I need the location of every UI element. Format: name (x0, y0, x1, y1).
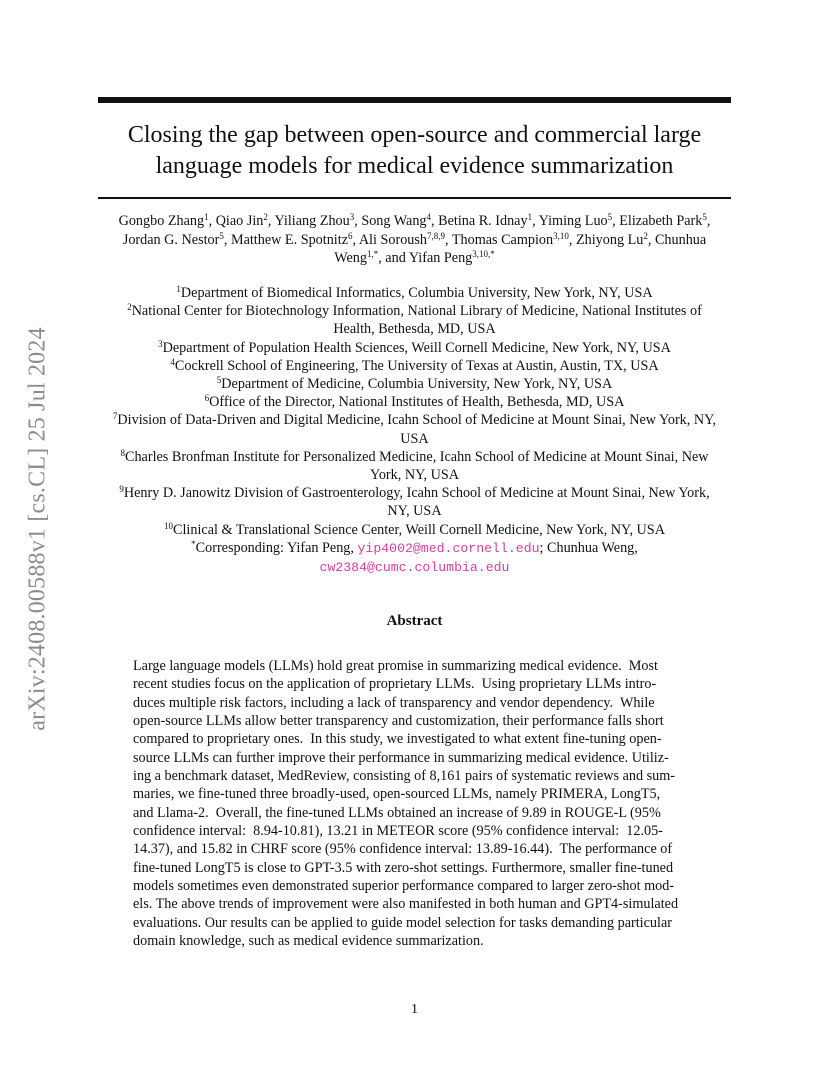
author-name: Qiao Jin (215, 213, 264, 229)
author-affil-marker: 7,8,9 (427, 230, 445, 241)
affiliation-7-cont: USA (400, 430, 429, 447)
abstract-line: evaluations. Our results can be applied to guide model selection for tasks demanding particular (133, 914, 672, 931)
affiliation-text: Charles Bronfman Institute for Personalized Medicine, Icahn School of Medicine at Mount Sinai, New (124, 448, 709, 465)
affil-marker: 5 (216, 375, 222, 386)
abstract-line: open-source LLMs allow better transparency and customization, their performance falls short (133, 713, 664, 730)
author-name: Thomas Campion (451, 231, 554, 248)
top-rule (98, 97, 731, 103)
affiliation-text: National Center for Biotechnology Information, National Library of Medicine, National Institutes of (131, 303, 702, 320)
affiliation-1 (98, 284, 731, 302)
author-name: Chunhua (654, 231, 707, 248)
affil-marker: 8 (120, 447, 125, 458)
abstract-line: compared to proprietary ones. In this study, we investigated to what extent fine-tuning open- (133, 731, 662, 748)
author-line-1: Gongbo Zhang$^1$, Qiao Jin$^2$, Yiliang Zhou$^3$, Song Wang$^4$, Betina R. Idnay$^1$, Yiming Luo$^5$, Elizabeth Park$^5$, (118, 212, 711, 229)
title-line-1: Closing the gap between open-source and commercial large (127, 122, 702, 148)
author-name: Zhiyong Lu (575, 231, 644, 248)
abstract-body (133, 657, 693, 951)
title-rule (98, 197, 731, 199)
affiliation-text: Office of the Director, National Institutes of Health, Bethesda, MD, USA (209, 394, 625, 411)
abstract-line: fine-tuned LongT5 is close to GPT-3.5 with zero-shot settings. Furthermore, smaller fine-tuned (133, 859, 674, 876)
abstract-line: models sometimes even demonstrated superior performance compared to larger zero-shot mod- (133, 878, 675, 895)
corresponding-line (98, 539, 731, 558)
author-affil-marker: 1 (527, 212, 533, 222)
author-affil-marker: 5 (607, 212, 613, 222)
author-name: Elizabeth Park (619, 213, 703, 229)
affiliation-7 (98, 411, 731, 429)
affiliation-10 (98, 521, 731, 539)
affiliation-8 (98, 448, 731, 466)
author-name: Song Wang (361, 213, 427, 229)
affiliation-text: Department of Biomedical Informatics, Columbia University, New York, NY, USA (180, 285, 653, 301)
author-list (98, 212, 731, 268)
author-affil-marker: 4 (426, 212, 432, 222)
author-name: Matthew E. Spotnitz (230, 231, 348, 248)
author-name: Ali Soroush (358, 231, 427, 248)
author-line-3: Weng$^{1,*}$, and Yifan Peng$^{3,10,*}$ (334, 249, 495, 266)
author-name: Jordan G. Nestor (122, 231, 220, 248)
affiliation-text: Henry D. Janowitz Division of Gastroenterology, Icahn School of Medicine at Mount Sinai, New York, (123, 485, 710, 502)
author-affil-marker: 2 (263, 212, 268, 222)
abstract-line: els. The above trends of improvement were also manifested in both human and GPT4-simulated (133, 896, 679, 913)
author-affil-marker: 5 (219, 230, 224, 241)
affiliation-list (98, 284, 731, 577)
author-conjunction: and (385, 250, 406, 266)
author-affil-marker: 5 (702, 212, 707, 222)
author-affil-marker: 3 (349, 212, 355, 222)
affil-marker: 9 (119, 484, 124, 495)
arxiv-stamp-text: arXiv:2408.00588v1 [cs.CL] 25 Jul 2024 (24, 327, 51, 731)
page-number: 1 (411, 1002, 418, 1017)
author-line-2: Jordan G. Nestor$^5$, Matthew E. Spotnitz$^6$, Ali Soroush$^{7,8,9}$, Thomas Campion$^{3,10}$, Zhiyong Lu$^2$, Chunhua (122, 230, 707, 248)
abstract-line: maries, we fine-tuned three broadly-used, open-sourced LLMs, namely PRIMERA, LongT5, (133, 786, 661, 803)
author-name: Weng (334, 250, 367, 266)
abstract-line: 14.37), and 15.82 in CHRF score (95% confidence interval: 13.89-16.44). The performance of (133, 841, 673, 858)
affiliation-text: Department of Population Health Sciences, Weill Cornell Medicine, New York, NY, USA (162, 339, 671, 356)
email-link-weng[interactable]: cw2384@cumc.columbia.edu (319, 560, 510, 576)
affil-marker: 4 (170, 356, 175, 367)
abstract-heading: Abstract (386, 613, 443, 629)
corresponding-label: Corresponding: Yifan Peng, (195, 539, 354, 556)
arxiv-stamp (18, 298, 58, 760)
paper-title (98, 120, 731, 182)
corresponding-line-2 (98, 558, 731, 577)
affiliation-6 (98, 393, 731, 411)
affiliation-text: Division of Data-Driven and Digital Medicine, Icahn School of Medicine at Mount Sinai, New York, NY, (117, 412, 717, 429)
affil-marker: 7 (112, 411, 118, 422)
author-affil-marker: 1 (204, 212, 209, 222)
abstract-line: ing a benchmark dataset, MedReview, consisting of 8,161 pairs of systematic reviews and sum- (133, 768, 676, 785)
affiliation-5 (98, 375, 731, 393)
title-line-2: language models for medical evidence summarization (155, 153, 674, 179)
affil-marker: 2 (127, 302, 132, 313)
author-affil-marker: 1,* (366, 249, 379, 259)
abstract-line: recent studies focus on the application of proprietary LLMs. Using proprietary LLMs intro- (133, 676, 657, 693)
affiliation-2 (98, 302, 731, 320)
abstract-line: and Llama-2. Overall, the fine-tuned LLMs obtained an increase of 9.89 in ROUGE-L (95% (133, 804, 661, 821)
corresponding-text: ; Chunhua Weng, (539, 539, 638, 556)
author-name: Yiliang Zhou (274, 213, 350, 229)
author-affil-marker: 2 (643, 230, 648, 241)
abstract-line: Large language models (LLMs) hold great promise in summarizing medical evidence. Most (133, 658, 658, 674)
affil-marker: 3 (158, 338, 163, 349)
abstract-line: domain knowledge, such as medical evidence summarization. (133, 933, 484, 950)
affiliation-8-cont: York, NY, USA (370, 467, 459, 484)
affiliation-4 (98, 357, 731, 375)
corresponding-marker: * (191, 538, 196, 549)
affiliation-text: Clinical & Translational Science Center, Weill Cornell Medicine, New York, NY, USA (173, 521, 665, 538)
affiliation-text: Cockrell School of Engineering, The University of Texas at Austin, Austin, TX, USA (174, 357, 659, 374)
abstract-line: confidence interval: 8.94-10.81), 13.21 in METEOR score (95% confidence interval: 12.05- (133, 823, 663, 840)
affiliation-2-cont: Health, Bethesda, MD, USA (333, 321, 496, 338)
affiliation-9 (98, 484, 731, 502)
author-name: Yifan Peng (408, 250, 473, 266)
affil-marker: 1 (176, 284, 181, 294)
author-affil-marker: 6 (348, 230, 353, 241)
affiliation-9-cont: NY, USA (387, 503, 442, 520)
affil-marker: 10 (164, 520, 174, 531)
author-name: Betina R. Idnay (438, 213, 528, 229)
affiliation-3 (98, 339, 731, 357)
author-affil-marker: 3,10,* (472, 249, 495, 259)
abstract-line: source LLMs can further improve their performance in summarizing medical evidence. Utiliz- (133, 749, 669, 766)
affil-marker: 6 (204, 393, 210, 404)
author-name: Yiming Luo (538, 213, 608, 229)
abstract-line: duces multiple risk factors, including a lack of transparency and vendor dependency. While (133, 694, 655, 711)
author-name: Gongbo Zhang (118, 213, 205, 229)
author-affil-marker: 3,10 (553, 230, 569, 241)
affiliation-text: Department of Medicine, Columbia University, New York, NY, USA (221, 376, 613, 393)
email-link-peng[interactable]: yip4002@med.cornell.edu (357, 540, 540, 556)
